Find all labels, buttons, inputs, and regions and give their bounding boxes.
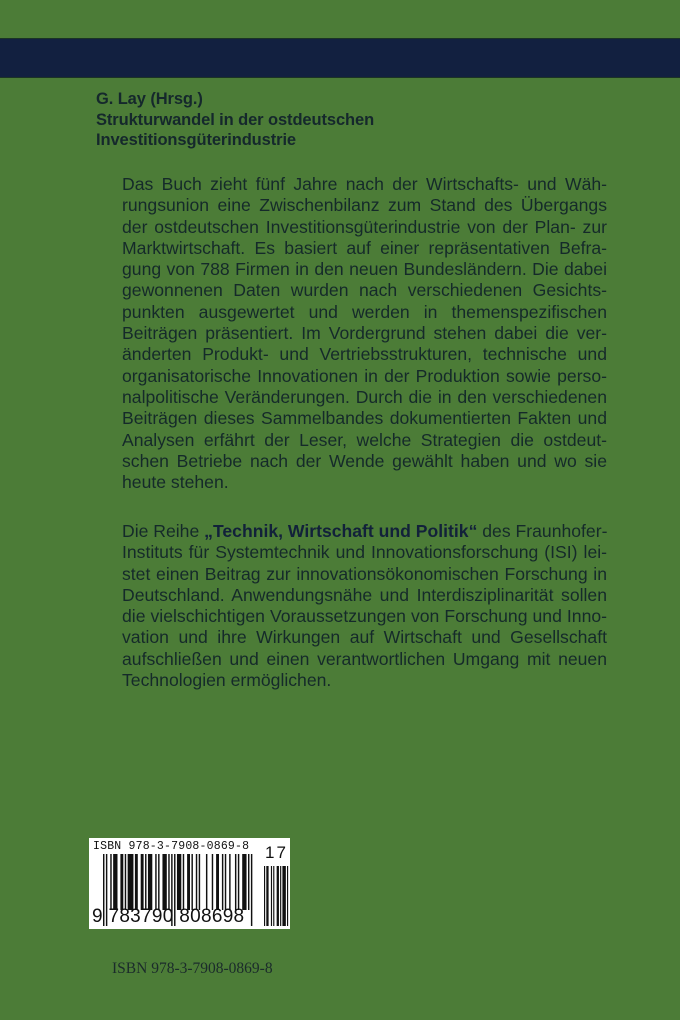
book-header [96,89,374,151]
text-line: Marktwirtschaft. Es basiert auf einer repräsentativen Befra- [122,237,607,258]
description-paragraph-2 [122,521,607,691]
text-fragment: Die Reihe [122,521,205,541]
text-line: Analysen erfährt der Leser, welche Strategien die ostdeut- [122,429,607,450]
text-line: gung von 788 Firmen in den neuen Bundesländern. Die dabei [122,259,607,280]
barcode-human-readable: 9 783790 808698 [92,906,245,927]
text-line: schen Betriebe nach der Wende gewählt haben und wo sie [122,450,607,471]
text-line: Instituts für Systemtechnik und Innovationsforschung (ISI) lei- [122,542,607,563]
text-line: stet einen Beitrag zur innovationsökonomischen Forschung in [122,563,607,584]
text-line: der ostdeutschen Investitionsgüterindustrie von der Plan- zur [122,216,607,237]
text-line: nalpolitische Veränderungen. Durch die in den verschiedenen [122,386,607,407]
book-title-line-1: Strukturwandel in der ostdeutschen [96,110,375,129]
text-line: änderten Produkt- und Vertriebsstrukturen, technische und [122,344,607,365]
text-line: aufschließen und einen verantwortlichen Umgang mit neuen [122,648,607,669]
barcode-addon-digits: 17 [265,843,288,862]
isbn-barcode [89,838,290,929]
text-line: rungsunion eine Zwischenbilanz zum Stand des Übergangs [122,195,607,216]
text-line: punkten ausgewertet und werden in themenspezifischen [122,301,607,322]
description-paragraph-1 [122,174,607,493]
text-line: vation und ihre Wirkungen auf Wirtschaft und Gesellschaft [122,627,607,648]
text-fragment: des Fraunhofer- [477,521,608,541]
series-name: „Technik, Wirtschaft und Politik“ [204,521,478,541]
text-line: heute stehen. [122,472,229,493]
barcode-isbn-label: ISBN 978-3-7908-0869-8 [93,840,250,853]
book-title-line-2: Investitionsgüterindustrie [96,131,297,149]
text-line [122,521,607,542]
text-line: die vielschichtigen Voraussetzungen von Forschung und Inno- [122,606,607,627]
footer-isbn: ISBN 978-3-7908-0869-8 [112,960,273,977]
editor-name: G. Lay (Hrsg.) [96,90,203,108]
text-line: Technologien ermöglichen. [122,670,332,691]
text-line: Beiträgen dieses Sammelbandes dokumentierten Fakten und [122,408,607,429]
text-line: Deutschland. Anwendungsnähe und Interdisziplinarität sollen [122,584,607,605]
top-color-band [0,38,680,78]
text-line: Beiträgen präsentiert. Im Vordergrund stehen dabei die ver- [122,323,607,344]
text-line: gewonnenen Daten wurden nach verschiedenen Gesichts- [122,280,607,301]
text-line: organisatorische Innovationen in der Produktion sowie perso- [122,365,607,386]
text-line: Das Buch zieht fünf Jahre nach der Wirtschafts- und Wäh- [122,174,607,194]
